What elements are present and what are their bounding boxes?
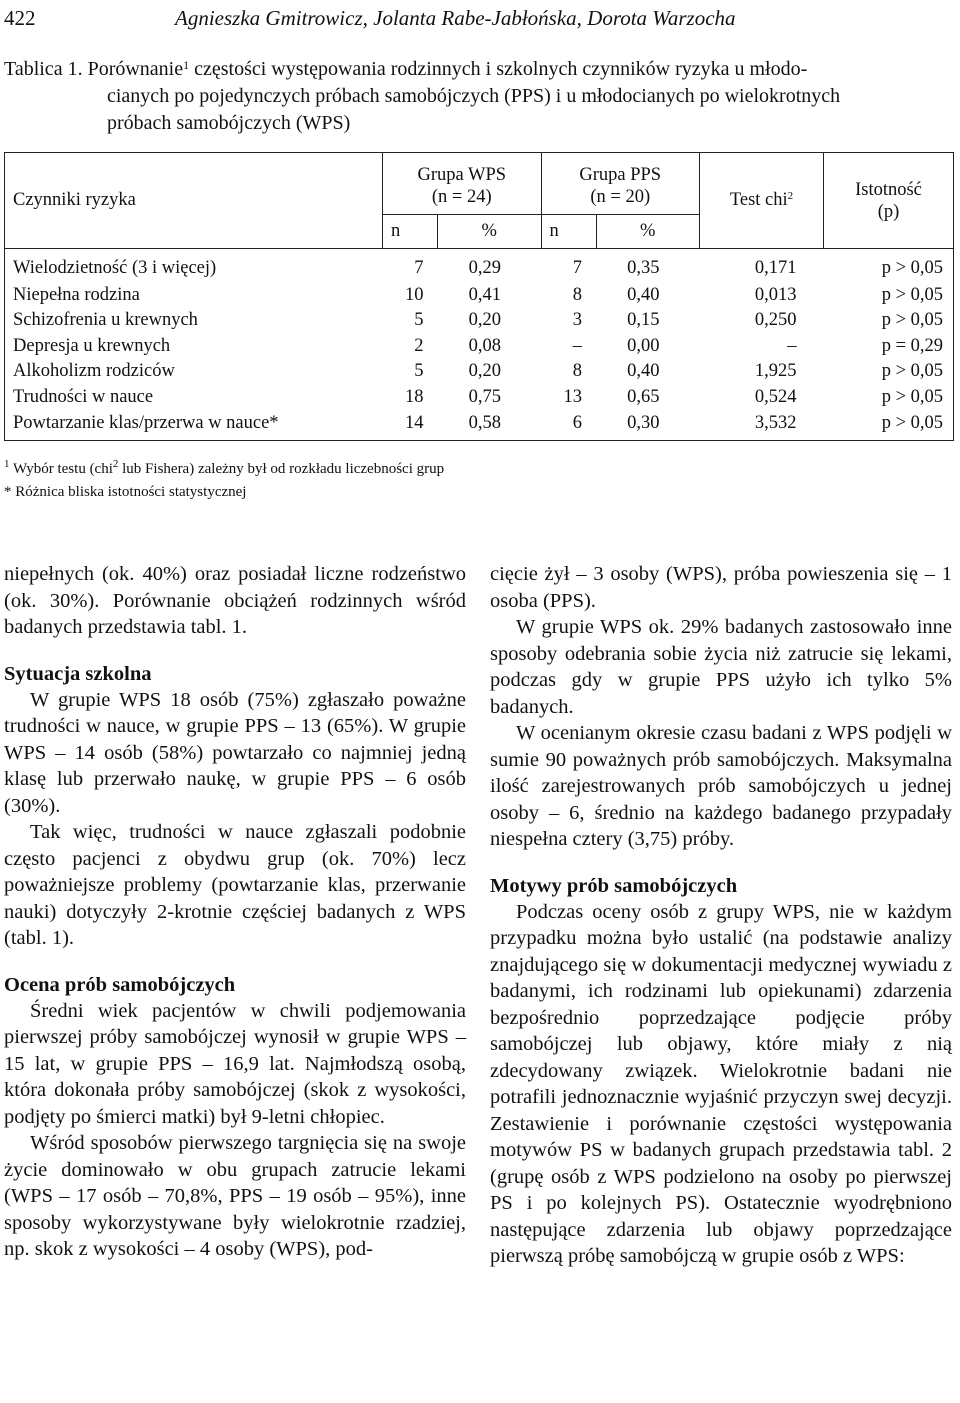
cell-pps-n: 3 — [572, 310, 582, 331]
cell-wps-n: 14 — [383, 410, 438, 440]
section-heading-motives: Motywy prób samobójczych — [490, 874, 738, 897]
table-caption — [4, 56, 952, 137]
cell-wps-pct: 0,20 — [468, 361, 501, 382]
cell-pps-pct: 0,35 — [627, 257, 660, 278]
cell-pps-n: – — [572, 335, 582, 356]
cell-wps-n: 18 — [405, 386, 424, 407]
cell-wps-n: 5 — [414, 361, 424, 382]
table-row — [5, 283, 954, 309]
page-number: 422 — [4, 6, 36, 30]
cell-chi: 0,171 — [754, 257, 797, 278]
page-header — [4, 6, 954, 36]
table-row — [5, 385, 954, 411]
paragraph: W grupie WPS ok. 29% badanych zastosowało inne sposoby odebrania sobie życia niż zatrucie się lekami, podczas gdy w grupie PPS użyło ich tylko 5% badanych. — [490, 616, 952, 718]
caption-line-3: próbach samobójczych (WPS) — [107, 112, 351, 134]
cell-p: p > 0,05 — [824, 283, 954, 309]
table-row — [5, 334, 954, 360]
cell-pps-pct: 0,40 — [627, 361, 660, 382]
footnote-2: * Różnica bliska istotności statystycznej — [4, 484, 247, 500]
table-row — [5, 249, 954, 283]
cell-wps-pct: 0,20 — [468, 310, 501, 331]
paragraph: cięcie żył – 3 osoby (WPS), próba powieszenia się – 1 osoba (PPS). — [490, 563, 952, 612]
paragraph: Tak więc, trudności w nauce zgłaszali podobnie często pacjenci z obydwu grup (ok. 70%) lecz poważniejsze problemy (powtarzanie klas, przerwanie nauki) dotyczyły 2-krotnie częściej badanych z WPS (tabl. 1). — [4, 821, 466, 949]
cell-p: p > 0,05 — [824, 308, 954, 334]
left-text-column — [4, 561, 466, 1263]
cell-p: p > 0,05 — [824, 249, 954, 283]
cell-wps-n: 5 — [414, 310, 424, 331]
paragraph: Średni wiek pacjentów w chwili podjemowania pierwszej próby samobójczej wynosił w grupie WPS – 15 lat, w grupie PPS – 16,9 lat. Najmłodszą osobą, która dokonała próby samobójczej (skok z wysokości, podjęty po śmierci matki) był 9-letni chłopiec. — [4, 999, 466, 1128]
cell-chi: 0,250 — [754, 310, 797, 331]
section-heading-school: Sytuacja szkolna — [4, 662, 152, 685]
table-row — [5, 410, 954, 440]
cell-pps-n: 7 — [572, 257, 582, 278]
cell-p: p > 0,05 — [824, 359, 954, 385]
cell-p: p > 0,05 — [824, 385, 954, 411]
table-row — [5, 308, 954, 334]
cell-factor: Niepełna rodzina — [5, 283, 383, 309]
header-risk-factors: Czynniki ryzyka — [5, 153, 383, 249]
cell-p: p = 0,29 — [824, 334, 954, 360]
section-heading-attempts: Ocena prób samobójczych — [4, 973, 236, 996]
cell-wps-pct: 0,29 — [468, 257, 501, 278]
cell-wps-pct: 0,58 — [438, 410, 542, 440]
paragraph: Podczas oceny osób z grupy WPS, nie w każdym przypadku można było ustalić (na podstawie analizy znajdującego się w dokumentacji medycznej wywiadu z badanymi, ich rodzinami lub opiekunami) zdarzenia bezpośrednio poprzedzające podjęcie próby samobójczej lub objawy, które miały z nią zdecydowany związek. Wielokrotnie badani nie potrafili jednoznacznie wyjaśnić przyczyn swej decyzji. Zestawienie i porównanie częstości występowania motywów PS w badanych grupach przedstawia tabl. 2 (grupę osób z WPS podzielono na osoby po pierwszej PS i po kolejnych PS). Ostatecznie wyodrębniono następujące zdarzenia lub objawy poprzedzające pierwszą próbę samobójczą w grupie osób z WPS: — [490, 900, 952, 1267]
cell-pps-pct: 0,30 — [596, 410, 700, 440]
cell-wps-pct: 0,75 — [468, 386, 501, 407]
cell-wps-n: 10 — [405, 284, 424, 305]
cell-pps-n: 6 — [541, 410, 596, 440]
cell-wps-pct: 0,41 — [468, 284, 501, 305]
cell-factor: Wielodzietność (3 i więcej) — [5, 249, 383, 283]
cell-pps-pct: 0,40 — [627, 284, 660, 305]
caption-line-2: cianych po pojedynczych próbach samobójczych (PPS) i u młodocianych po wielokrotnych — [107, 85, 841, 107]
cell-factor: Depresja u krewnych — [5, 334, 383, 360]
footnote-1: $^1$ Wybór testu (chi$^2$ lub Fishera) zależny był od rozkładu liczebności grup — [4, 458, 445, 477]
cell-factor: Trudności w nauce — [5, 385, 383, 411]
table-body — [5, 249, 954, 441]
header-chi-test: Test chi$^2$ — [700, 153, 824, 249]
cell-pps-n: 13 — [563, 386, 582, 407]
cell-chi: 0,013 — [754, 284, 797, 305]
cell-wps-pct: 0,08 — [468, 335, 501, 356]
cell-pps-pct: 0,00 — [627, 335, 660, 356]
header-wps-n: n — [383, 215, 438, 249]
table-footnotes — [4, 458, 444, 504]
cell-chi: 3,532 — [700, 410, 824, 440]
cell-chi: – — [787, 335, 797, 356]
header-group-pps: Grupa PPS (n = 20) — [541, 153, 700, 215]
cell-chi: 0,524 — [754, 386, 797, 407]
caption-line-1: Tablica 1. Porównanie$^1$ częstości występowania rodzinnych i szkolnych czynników ryzyka u młodo- — [4, 58, 808, 80]
cell-p: p > 0,05 — [824, 410, 954, 440]
paragraph: W ocenianym okresie czasu badani z WPS podjęli w sumie 90 poważnych prób samobójczych. Maksymalna ilość zarejestrowanych prób samobójczych u jednej osoby – 6, średnio na każdego badanego przypadały niespełna cztery (3,75) próby. — [490, 722, 952, 850]
cell-wps-n: 7 — [414, 257, 424, 278]
cell-pps-n: 8 — [572, 361, 582, 382]
cell-factor: Powtarzanie klas/przerwa w nauce* — [5, 410, 383, 440]
risk-factors-table — [4, 152, 954, 441]
right-text-column — [490, 561, 952, 1270]
running-head: Agnieszka Gmitrowicz, Jolanta Rabe-Jabłońska, Dorota Warzocha — [175, 6, 736, 30]
paragraph: Wśród sposobów pierwszego targnięcia się na swoje życie dominowało w obu grupach zatrucie lekami (WPS – 17 osób – 70,8%, PPS – 19 osób – 95%), inne sposoby wykorzystywane były wielokrotnie rzadziej, np. skok z wysokości – 4 osoby (WPS), pod- — [4, 1132, 466, 1260]
table-row — [5, 359, 954, 385]
paragraph: niepełnych (ok. 40%) oraz posiadał liczne rodzeństwo (ok. 30%). Porównanie obciążeń rodzinnych wśród badanych przedstawia tabl. 1. — [4, 563, 466, 638]
cell-pps-pct: 0,15 — [627, 310, 660, 331]
cell-factor: Alkoholizm rodziców — [5, 359, 383, 385]
cell-factor: Schizofrenia u krewnych — [5, 308, 383, 334]
cell-pps-pct: 0,65 — [627, 386, 660, 407]
header-pps-pct: % — [596, 215, 700, 249]
cell-chi: 1,925 — [754, 361, 797, 382]
header-pps-n: n — [541, 215, 596, 249]
cell-wps-n: 2 — [414, 335, 424, 356]
header-wps-pct: % — [438, 215, 542, 249]
header-significance: Istotność (p) — [824, 153, 954, 249]
header-group-wps: Grupa WPS (n = 24) — [383, 153, 542, 215]
paragraph: W grupie WPS 18 osób (75%) zgłaszało poważne trudności w nauce, w grupie PPS – 13 (65%). W grupie WPS – 14 osób (58%) powtarzało co najmniej jedną klasę lub przerwało naukę, w grupie PPS – 6 osób (30%). — [4, 688, 466, 817]
cell-pps-n: 8 — [572, 284, 582, 305]
